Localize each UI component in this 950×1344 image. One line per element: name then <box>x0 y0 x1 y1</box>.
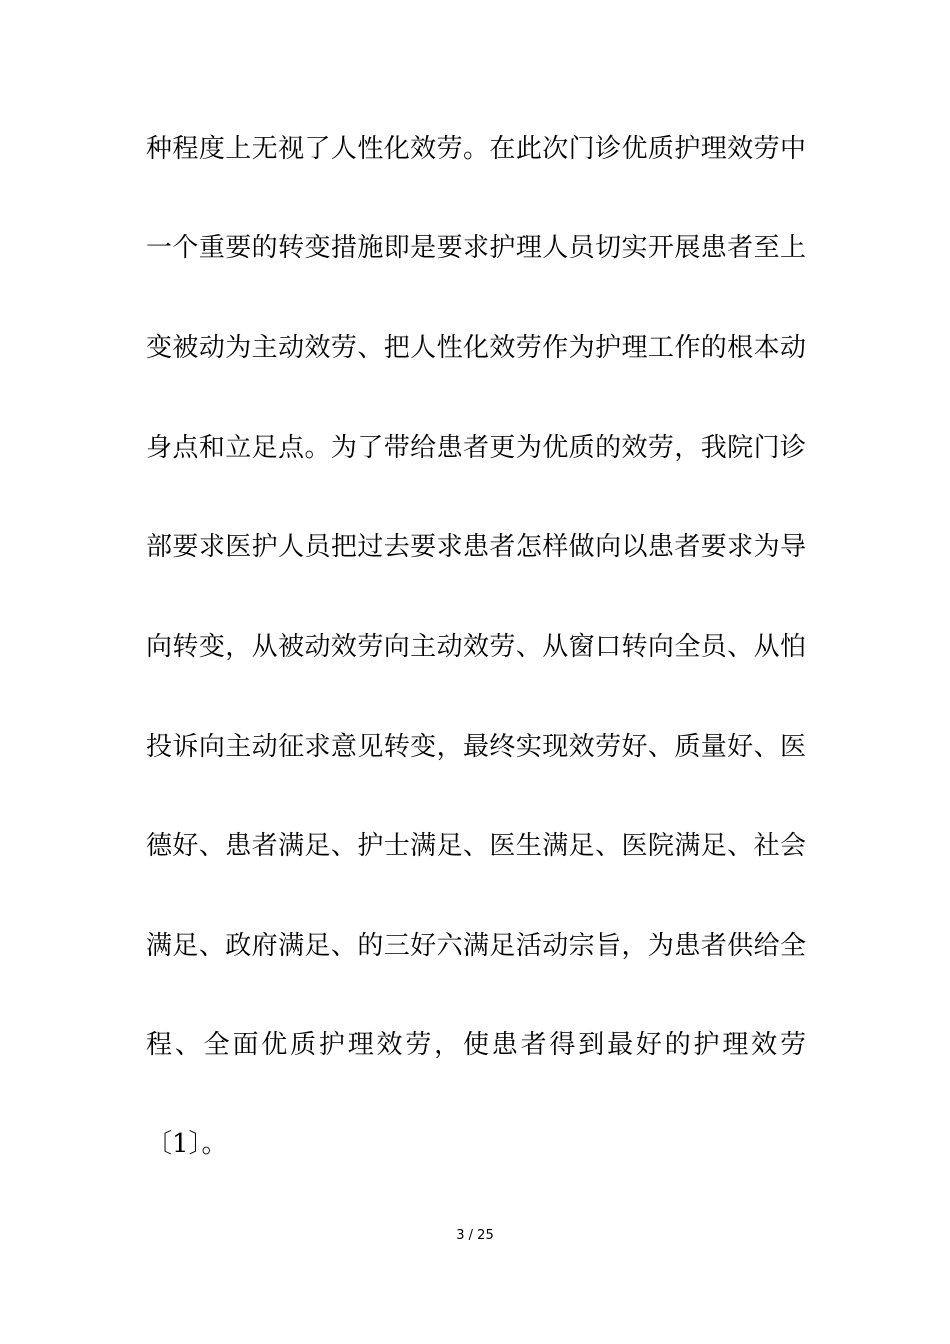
body-text-line-10: 程、全面优质护理效劳，使患者得到最好的护理效劳 <box>146 1030 806 1060</box>
body-text-line-4: 身点和立足点。为了带给患者更为优质的效劳，我院门诊 <box>146 433 806 463</box>
body-text-line-8: 德好、患者满足、护士满足、医生满足、医院满足、社会 <box>146 831 806 861</box>
body-text-line-1: 种程度上无视了人性化效劳。在此次门诊优质护理效劳中 <box>146 134 806 164</box>
body-text-line-2: 一个重要的转变措施即是要求护理人员切实开展患者至上 <box>146 233 806 263</box>
body-text-line-5: 部要求医护人员把过去要求患者怎样做向以患者要求为导 <box>146 532 806 562</box>
body-text-line-9: 满足、政府满足、的三好六满足活动宗旨，为患者供给全 <box>146 931 806 961</box>
page-number: 3 / 25 <box>456 1228 494 1243</box>
body-text-line-3: 变被动为主动效劳、把人性化效劳作为护理工作的根本动 <box>146 333 806 363</box>
body-text-line-11: 〔1〕。 <box>146 1129 228 1159</box>
body-text-line-7: 投诉向主动征求意见转变，最终实现效劳好、质量好、医 <box>146 732 806 762</box>
body-text-line-6: 向转变，从被动效劳向主动效劳、从窗口转向全员、从怕 <box>146 632 806 662</box>
